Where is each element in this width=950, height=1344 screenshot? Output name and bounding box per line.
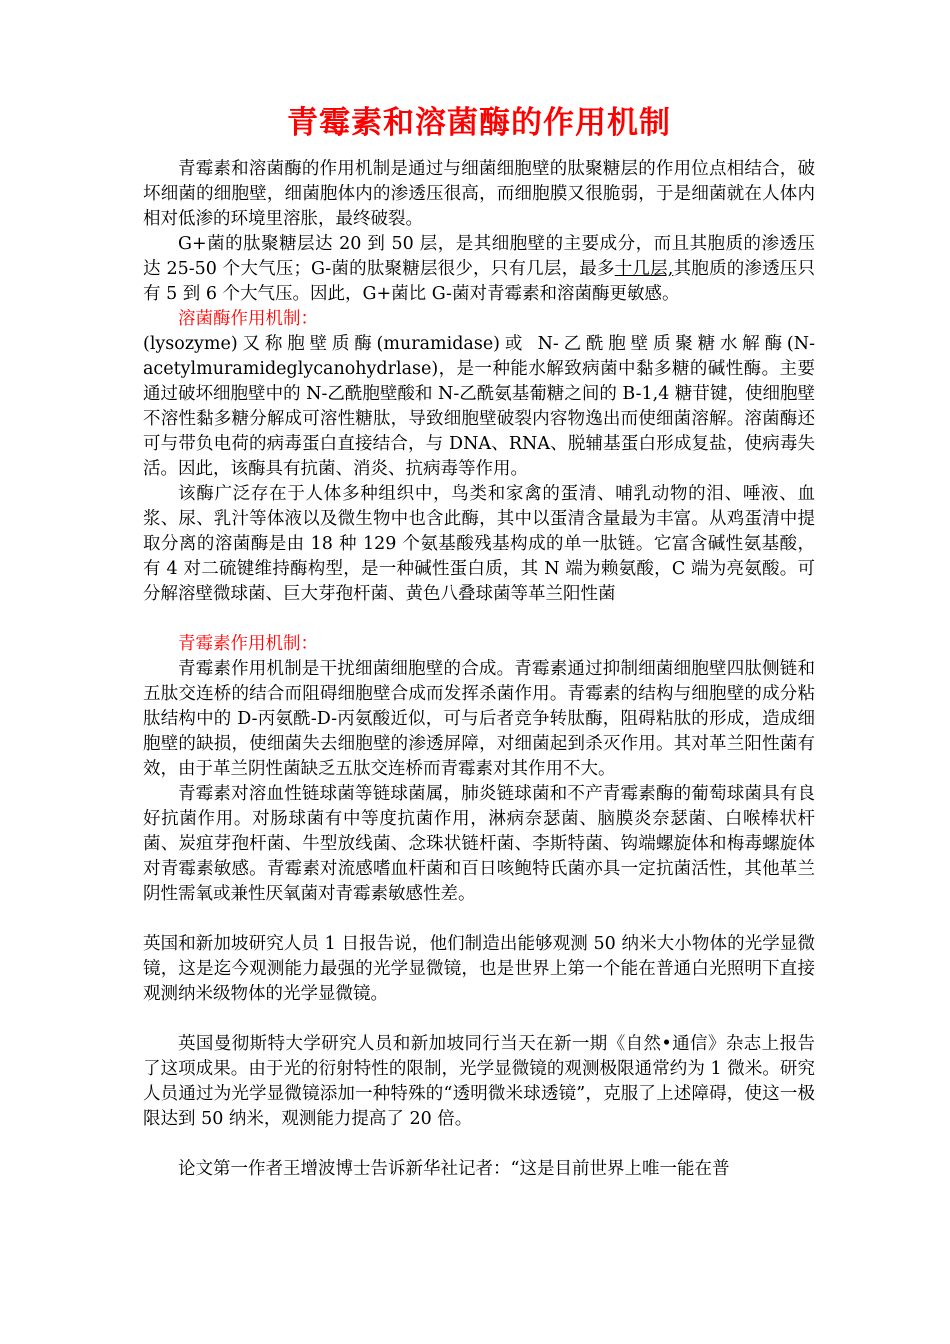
page-title: 青霉素和溶菌酶的作用机制 <box>287 105 671 141</box>
news-paragraph-1: 英国和新加坡研究人员 1 日报告说，他们制造出能够观测 50 纳米大小物体的光学显微镜，这是迄今观测能力最强的光学显微镜，也是世界上第一个能在普通白光照明下直接观测纳米级物体的光学显微镜。 <box>143 934 815 1004</box>
gplus-paragraph <box>143 232 815 307</box>
lysozyme-paragraph-2: 该酶广泛存在于人体多种组织中，鸟类和家禽的蛋清、哺乳动物的泪、唾液、血浆、尿、乳汁等体液以及微生物中也含此酶，其中以蛋清含量最为丰富。从鸡蛋清中提取分离的溶菌酶是由 18 种 129 个氨基酸残基构成的单一肽链。它富含碱性氨基酸，有 4 对二硫键维持酶构型，是一种碱性蛋白质，其 N 端为赖氨酸，C 端为亮氨酸。可分解溶壁微球菌、巨大芽孢杆菌、黄色八叠球菌等革兰阳性菌 <box>143 484 815 604</box>
news-paragraph-2: 英国曼彻斯特大学研究人员和新加坡同行当天在新一期《自然•通信》杂志上报告了这项成果。由于光的衍射特性的限制，光学显微镜的观测极限通常约为 1 微米。研究人员通过为光学显微镜添加一种特殊的“透明微米球透镜”，克服了上述障碍，使这一极限达到 50 纳米，观测能力提高了 20 倍。 <box>143 1034 815 1129</box>
gplus-text-a: G+菌的肽聚糖层达 20 到 50 层，是其细胞壁的主要成分，而且其胞质的渗透压达 25-50 个大气压；G-菌的肽聚糖层很少，只有几层，最多 <box>143 234 815 279</box>
lysozyme-paragraph-1: (lysozyme)又称胞壁质酶(muramidase)或 N-乙酰胞壁质聚糖水解酶(N-acetylmuramideglycanohydrlase)，是一种能水解致病菌中黏多糖的碱性酶。主要通过破坏细胞壁中的 N-乙酰胞壁酸和 N-乙酰氨基葡糖之间的 B-1,4 糖苷键，使细胞壁不溶性黏多糖分解成可溶性糖肽，导致细胞壁破裂内容物逸出而使细菌溶解。溶菌酶还可与带负电荷的病毒蛋白直接结合，与 DNA、RNA、脱辅基蛋白形成复盐，使病毒失活。因此，该酶具有抗菌、消炎、抗病毒等作用。 <box>143 334 815 479</box>
gplus-text-b: 其胞质的渗透压只有 5 到 6 个大气压。因此，G+菌比 G-菌对青霉素和溶菌酶更敏感。 <box>143 259 816 304</box>
blank-line <box>143 1007 815 1032</box>
lysozyme-heading: 溶菌酶作用机制： <box>178 309 318 329</box>
blank-line <box>143 1132 815 1157</box>
news-paragraph-3: 论文第一作者王增波博士告诉新华社记者：“这是目前世界上唯一能在普 <box>178 1159 730 1179</box>
penicillin-paragraph-1: 青霉素作用机制是干扰细菌细胞壁的合成。青霉素通过抑制细菌细胞壁四肽侧链和五肽交连桥的结合而阻碍细胞壁合成而发挥杀菌作用。青霉素的结构与细胞壁的成分粘肽结构中的 D-丙氨酰-D-丙氨酸近似，可与后者竞争转肽酶，阻碍粘肽的形成，造成细胞壁的缺损，使细菌失去细胞壁的渗透屏障，对细菌起到杀灭作用。其对革兰阳性菌有效，由于革兰阴性菌缺乏五肽交连桥而青霉素对其作用不大。 <box>143 659 815 779</box>
penicillin-heading: 青霉素作用机制： <box>178 634 318 654</box>
blank-line <box>143 907 815 932</box>
intro-paragraph: 青霉素和溶菌酶的作用机制是通过与细菌细胞壁的肽聚糖层的作用位点相结合，破坏细菌的细胞壁，细菌胞体内的渗透压很高，而细胞膜又很脆弱，于是细菌就在人体内相对低渗的环境里溶胀，最终破裂。 <box>143 159 815 229</box>
penicillin-paragraph-2: 青霉素对溶血性链球菌等链球菌属，肺炎链球菌和不产青霉素酶的葡萄球菌具有良好抗菌作用。对肠球菌有中等度抗菌作用，淋病奈瑟菌、脑膜炎奈瑟菌、白喉棒状杆菌、炭疽芽孢杆菌、牛型放线菌、念珠状链杆菌、李斯特菌、钩端螺旋体和梅毒螺旋体对青霉素敏感。青霉素对流感嗜血杆菌和百日咳鲍特氏菌亦具一定抗菌活性，其他革兰阴性需氧或兼性厌氧菌对青霉素敏感性差。 <box>143 784 815 904</box>
document-body <box>143 103 815 1182</box>
blank-line <box>143 607 815 632</box>
gplus-underlined-text: 十几层, <box>614 259 674 279</box>
